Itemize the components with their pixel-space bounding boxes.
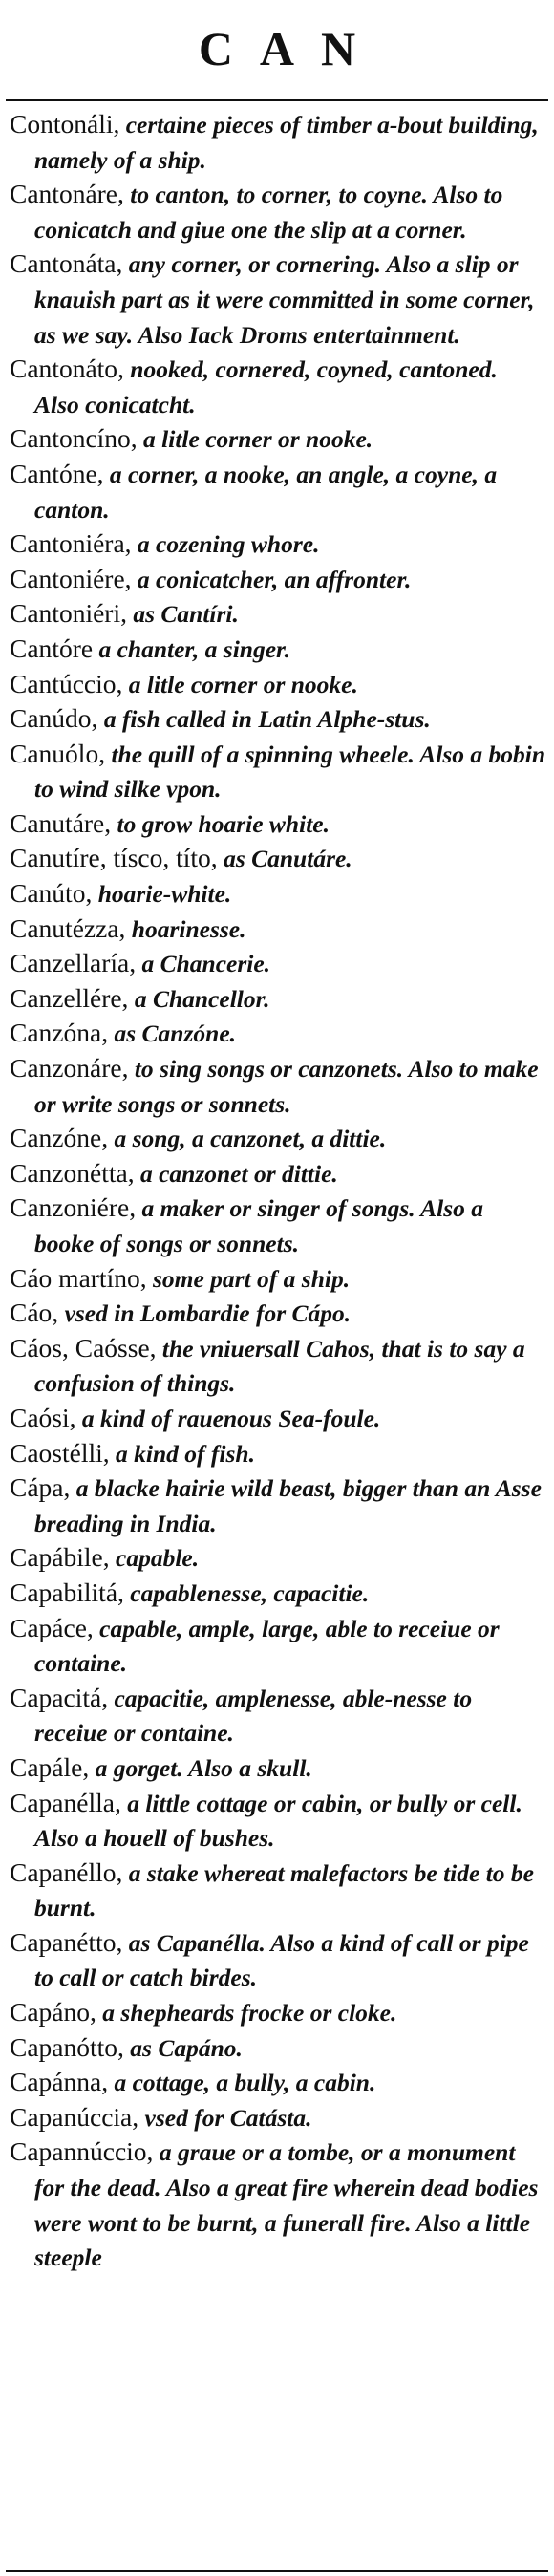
entry-headword: Canúdo, [10, 703, 98, 734]
entry-definition: capable. [109, 1544, 200, 1573]
dictionary-entry [10, 1191, 546, 1260]
entry-definition: nooked, cornered, coyned, cantoned. Also conicatcht. [34, 355, 498, 419]
entry-headword: Cantóne, [10, 458, 104, 488]
dictionary-entry [10, 946, 546, 981]
dictionary-entry [10, 457, 546, 526]
entry-definition: to sing songs or canzonets. Also to make or write songs or sonnets. [34, 1055, 539, 1118]
entry-definition: a cozening whore. [131, 530, 320, 559]
entry-definition: a kind of rauenous Sea-foule. [75, 1404, 381, 1432]
entry-definition: vsed in Lombardie for Cápo. [58, 1299, 352, 1328]
dictionary-entry [10, 526, 546, 562]
dictionary-entry [10, 1856, 546, 1925]
dictionary-entry [10, 2135, 546, 2274]
dictionary-entry [10, 841, 546, 876]
entry-definition: vsed for Catásta. [138, 2103, 312, 2132]
dictionary-entry [10, 806, 546, 842]
entry-headword: Capacitá, [10, 1682, 109, 1712]
page-header [0, 0, 554, 96]
entry-headword: Cáo, [10, 1298, 59, 1328]
entry-definition: a graue or a tombe, or a monument for the dead. Also a great fire wherein dead bodies were wont to be burnt, a funerall fire. Also a little steeple [34, 2138, 539, 2272]
entry-headword: Capáno, [10, 1997, 96, 2028]
entry-definition: any corner, or cornering. Also a slip or knauish part as it were committed in some corner, as we say. Also Iack Droms entertainment. [34, 250, 535, 349]
dictionary-entry [10, 1925, 546, 1995]
dictionary-entry [10, 1051, 546, 1121]
dictionary-entry [10, 737, 546, 806]
entry-headword: Capanétto, [10, 1926, 123, 1957]
entry-definition: a blacke hairie wild beast, bigger than an Asse breading in India. [34, 1474, 542, 1537]
entry-headword: Cápa, [10, 1472, 71, 1503]
entry-definition: hoarie-white. [92, 880, 232, 909]
entry-headword: Capanéllo, [10, 1857, 123, 1887]
entry-headword: Capále, [10, 1751, 90, 1782]
entry-headword: Canzonétta, [10, 1157, 135, 1188]
dictionary-entry [10, 177, 546, 247]
dictionary-entry [10, 1540, 546, 1576]
entry-definition: as Cantíri. [126, 600, 239, 629]
dictionary-entry [10, 1401, 546, 1436]
entry-definition: a gorget. Also a skull. [89, 1753, 312, 1782]
dictionary-entry [10, 701, 546, 737]
entry-definition: to canton, to corner, to coyne. Also to conicatch and giue one the slip at a corner. [34, 181, 503, 244]
entry-definition: as Capáno. [123, 2033, 243, 2062]
entry-headword: Cantonáre, [10, 179, 124, 209]
entry-headword: Capánna, [10, 2067, 109, 2097]
dictionary-entry [10, 876, 546, 912]
entry-definition: a chanter, a singer. [93, 634, 290, 663]
entry-headword: Capanélla, [10, 1787, 121, 1817]
entry-definition: as Canutáre. [217, 845, 352, 873]
dictionary-entry [10, 596, 546, 632]
entry-definition: a litle corner or nooke. [137, 425, 373, 454]
entry-definition: a Chancerie. [136, 950, 271, 978]
entry-headword: Canuólo, [10, 738, 106, 768]
entry-definition: a conicatcher, an affronter. [131, 565, 412, 593]
entry-definition: as Canzóne. [108, 1020, 237, 1048]
entry-headword: Cáos, Caósse, [10, 1332, 157, 1363]
entry-definition: a litle corner or nooke. [122, 670, 358, 698]
entry-headword: Caostélli, [10, 1437, 110, 1468]
dictionary-entry [10, 562, 546, 597]
entry-definition: a stake whereat malefactors be tide to be burnt. [34, 1858, 534, 1922]
entry-headword: Cantoniéra, [10, 528, 132, 559]
entry-headword: Contonáli, [10, 109, 120, 139]
dictionary-entry [10, 421, 546, 457]
entry-headword: Cantúccio, [10, 668, 123, 698]
entry-definition: capablenesse, capacitie. [123, 1578, 370, 1607]
dictionary-entry [10, 1611, 546, 1681]
entry-headword: Cantonáto, [10, 354, 124, 384]
entry-headword: Canzellaría, [10, 948, 137, 978]
dictionary-entry [10, 667, 546, 702]
entry-definition: capable, ample, large, able to receiue or containe. [34, 1614, 500, 1678]
entry-headword: Cantoniére, [10, 563, 132, 593]
entry-headword: Canzoniére, [10, 1192, 137, 1223]
entry-headword: Cantóre [10, 633, 94, 663]
entry-definition: capacitie, amplenesse, able-nesse to receiue or containe. [34, 1684, 473, 1748]
page-title: CAN [198, 22, 383, 75]
entry-definition: certaine pieces of timber a-bout building, namely of a ship. [34, 111, 539, 174]
entry-headword: Capanúccia, [10, 2101, 139, 2132]
dictionary-entry [10, 1261, 546, 1297]
header-rule [6, 99, 548, 101]
dictionary-entry [10, 107, 546, 177]
dictionary-entry [10, 1786, 546, 1856]
entry-headword: Canzellére, [10, 982, 129, 1013]
dictionary-entry [10, 1016, 546, 1051]
dictionary-entry [10, 1750, 546, 1786]
entry-definition: a canzonet or dittie. [134, 1159, 338, 1188]
entry-definition: the quill of a spinning wheele. Also a bobin to wind silke vpon. [34, 740, 546, 804]
entry-headword: Canutáre, [10, 807, 112, 838]
dictionary-entry [10, 247, 546, 352]
entry-headword: Canutézza, [10, 912, 126, 943]
dictionary-entry [10, 912, 546, 947]
entry-definition: a song, a canzonet, a dittie. [108, 1125, 387, 1153]
entry-headword: Caósi, [10, 1402, 76, 1432]
entry-definition: some part of a ship. [146, 1264, 351, 1293]
dictionary-entry [10, 1681, 546, 1750]
entry-definition: a Chancellor. [128, 984, 270, 1013]
dictionary-entry [10, 352, 546, 421]
entry-definition: a fish called in Latin Alphe-stus. [97, 705, 431, 734]
dictionary-entry [10, 2100, 546, 2136]
dictionary-entry [10, 1121, 546, 1156]
entry-headword: Canzonáre, [10, 1053, 129, 1084]
entry-definition: the vniuersall Cahos, that is to say a confusion of things. [34, 1334, 525, 1398]
dictionary-entry [10, 1470, 546, 1540]
entry-headword: Canúto, [10, 878, 93, 909]
dictionary-entry [10, 1995, 546, 2030]
entry-headword: Canzóna, [10, 1018, 109, 1048]
dictionary-entry [10, 1296, 546, 1331]
entry-definition: as Capanélla. Also a kind of call or pipe to call or catch birdes. [34, 1928, 529, 1992]
entry-definition: hoarinesse. [125, 914, 246, 943]
dictionary-entry [10, 1156, 546, 1191]
dictionary-entries [10, 107, 546, 2275]
dictionary-entry [10, 2030, 546, 2066]
entry-headword: Cáo martíno, [10, 1262, 147, 1293]
entry-headword: Capabilitá, [10, 1577, 124, 1607]
entry-definition: a shepheards frocke or cloke. [96, 1999, 397, 2028]
entry-headword: Canzóne, [10, 1123, 109, 1153]
entry-definition: a maker or singer of songs. Also a booke of songs or sonnets. [34, 1194, 483, 1257]
dictionary-entry [10, 632, 546, 667]
dictionary-entry [10, 2065, 546, 2100]
entry-headword: Capábile, [10, 1542, 110, 1573]
dictionary-entry [10, 981, 546, 1017]
dictionary-entry [10, 1436, 546, 1471]
entry-definition: a kind of fish. [109, 1439, 255, 1468]
entry-headword: Cantoncíno, [10, 423, 138, 454]
entry-headword: Canutíre, tísco, títo, [10, 843, 218, 873]
entry-headword: Capanótto, [10, 2031, 124, 2062]
entry-definition: to grow hoarie white. [111, 809, 330, 838]
entry-headword: Capannúccio, [10, 2136, 154, 2167]
entry-headword: Cantonáta, [10, 248, 123, 279]
footer-rule [6, 2570, 548, 2572]
dictionary-entry [10, 1331, 546, 1401]
entry-headword: Cantoniéri, [10, 598, 127, 629]
dictionary-entry [10, 1576, 546, 1611]
entry-definition: a corner, a nooke, an angle, a coyne, a canton. [34, 460, 498, 524]
entry-definition: a cottage, a bully, a cabin. [108, 2069, 376, 2097]
entry-definition: a little cottage or cabin, or bully or cell. Also a houell of bushes. [34, 1789, 522, 1853]
entry-headword: Capáce, [10, 1612, 94, 1642]
